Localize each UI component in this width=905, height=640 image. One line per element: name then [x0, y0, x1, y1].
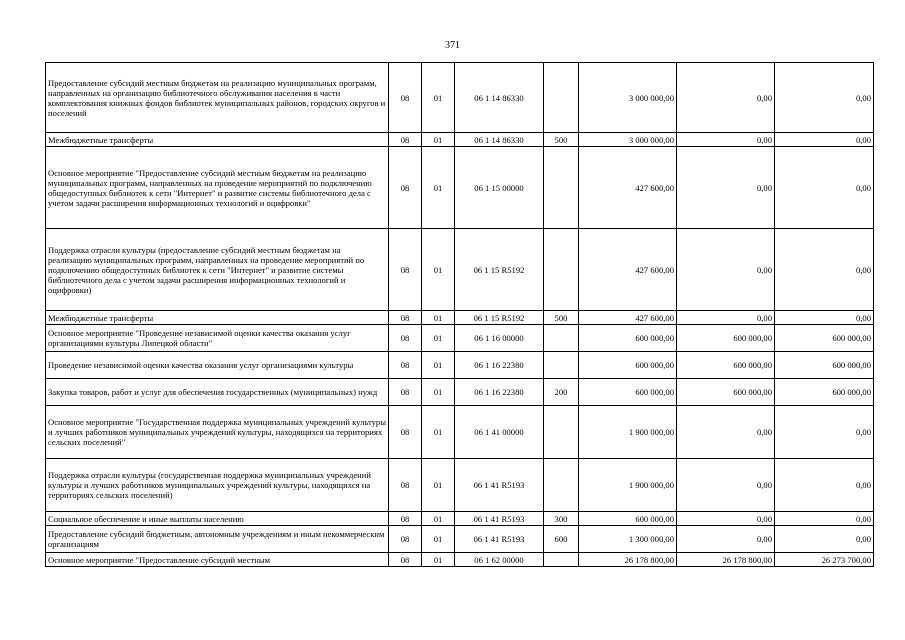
- amount-year-3-cell: 0,00: [775, 459, 874, 512]
- table-row: [46, 229, 874, 311]
- row-name-cell: Межбюджетные трансферты: [46, 311, 389, 325]
- target-article-cell: 06 1 16 00000: [455, 325, 544, 352]
- table-row: [46, 147, 874, 229]
- expense-type-cell: [544, 553, 579, 567]
- amount-year-3-cell: 26 273 700,00: [775, 553, 874, 567]
- row-name-cell: Основное мероприятие "Предоставление субсидий местным бюджетам на реализацию муниципальных программ, направленных на проведение мероприятий по подключению общедоступных библиотек к сети "Интернет" и развитие системы библиотечного дела с учетом задачи расширения информационных технологий и оцифровки": [46, 147, 389, 229]
- amount-year-2-cell: 0,00: [677, 459, 775, 512]
- subsection-code-cell: 01: [422, 459, 455, 512]
- subsection-code-cell: 01: [422, 512, 455, 526]
- amount-year-1-cell: 427 600,00: [579, 147, 677, 229]
- expense-type-cell: [544, 147, 579, 229]
- subsection-code-cell: 01: [422, 379, 455, 406]
- table-body: [46, 63, 874, 567]
- section-code-cell: 08: [389, 325, 422, 352]
- target-article-cell: 06 1 41 R5193: [455, 512, 544, 526]
- amount-year-1-cell: 600 000,00: [579, 325, 677, 352]
- subsection-code-cell: 01: [422, 133, 455, 147]
- amount-year-1-cell: 427 600,00: [579, 229, 677, 311]
- subsection-code-cell: 01: [422, 229, 455, 311]
- section-code-cell: 08: [389, 311, 422, 325]
- subsection-code-cell: 01: [422, 147, 455, 229]
- row-name-cell: Поддержка отрасли культуры (предоставление субсидий местным бюджетам на реализацию муниципальных программ, направленных на проведение мероприятий по подключению общедоступных библиотек к сети "Интернет" и развитие системы библиотечного дела с учетом задачи расширения информационных технологий и оцифровки): [46, 229, 389, 311]
- section-code-cell: 08: [389, 406, 422, 459]
- row-name-cell: Поддержка отрасли культуры (государственная поддержка муниципальных учреждений культуры и лучших работников муниципальных учреждений культуры, находящихся на территориях сельских поселений): [46, 459, 389, 512]
- amount-year-2-cell: 600 000,00: [677, 379, 775, 406]
- amount-year-3-cell: 0,00: [775, 63, 874, 133]
- target-article-cell: 06 1 16 22380: [455, 379, 544, 406]
- amount-year-1-cell: 427 600,00: [579, 311, 677, 325]
- subsection-code-cell: 01: [422, 63, 455, 133]
- row-name-cell: Социальное обеспечение и иные выплаты населению: [46, 512, 389, 526]
- expense-type-cell: 500: [544, 311, 579, 325]
- row-name-cell: Межбюджетные трансферты: [46, 133, 389, 147]
- target-article-cell: 06 1 15 R5192: [455, 311, 544, 325]
- amount-year-2-cell: 0,00: [677, 63, 775, 133]
- amount-year-2-cell: 0,00: [677, 526, 775, 553]
- target-article-cell: 06 1 14 86330: [455, 63, 544, 133]
- target-article-cell: 06 1 16 22380: [455, 352, 544, 379]
- row-name-cell: Основное мероприятие "Предоставление субсидий местным: [46, 553, 389, 567]
- section-code-cell: 08: [389, 526, 422, 553]
- expense-type-cell: [544, 325, 579, 352]
- amount-year-2-cell: 0,00: [677, 147, 775, 229]
- amount-year-3-cell: 600 000,00: [775, 352, 874, 379]
- table-row: [46, 352, 874, 379]
- subsection-code-cell: 01: [422, 311, 455, 325]
- amount-year-1-cell: 3 000 000,00: [579, 133, 677, 147]
- section-code-cell: 08: [389, 512, 422, 526]
- section-code-cell: 08: [389, 553, 422, 567]
- row-name-cell: Закупка товаров, работ и услуг для обеспечения государственных (муниципальных) нужд: [46, 379, 389, 406]
- subsection-code-cell: 01: [422, 406, 455, 459]
- amount-year-2-cell: 0,00: [677, 406, 775, 459]
- row-name-cell: Предоставление субсидий бюджетным, автономным учреждениям и иным некоммерческим организациям: [46, 526, 389, 553]
- amount-year-3-cell: 600 000,00: [775, 379, 874, 406]
- expense-type-cell: 300: [544, 512, 579, 526]
- amount-year-1-cell: 3 000 000,00: [579, 63, 677, 133]
- amount-year-3-cell: 0,00: [775, 133, 874, 147]
- subsection-code-cell: 01: [422, 553, 455, 567]
- table-row: [46, 512, 874, 526]
- section-code-cell: 08: [389, 229, 422, 311]
- page-number: 371: [445, 40, 460, 51]
- target-article-cell: 06 1 41 R5193: [455, 459, 544, 512]
- expense-type-cell: [544, 229, 579, 311]
- expense-type-cell: 500: [544, 133, 579, 147]
- target-article-cell: 06 1 15 00000: [455, 147, 544, 229]
- section-code-cell: 08: [389, 352, 422, 379]
- section-code-cell: 08: [389, 133, 422, 147]
- expense-type-cell: 200: [544, 379, 579, 406]
- expense-type-cell: [544, 63, 579, 133]
- table-row: [46, 133, 874, 147]
- amount-year-2-cell: 0,00: [677, 133, 775, 147]
- target-article-cell: 06 1 14 86330: [455, 133, 544, 147]
- amount-year-3-cell: 0,00: [775, 406, 874, 459]
- amount-year-2-cell: 0,00: [677, 512, 775, 526]
- amount-year-3-cell: 0,00: [775, 147, 874, 229]
- amount-year-1-cell: 1 900 000,00: [579, 406, 677, 459]
- target-article-cell: 06 1 15 R5192: [455, 229, 544, 311]
- amount-year-2-cell: 26 178 800,00: [677, 553, 775, 567]
- amount-year-3-cell: 600 000,00: [775, 325, 874, 352]
- amount-year-2-cell: 600 000,00: [677, 325, 775, 352]
- amount-year-1-cell: 600 000,00: [579, 352, 677, 379]
- target-article-cell: 06 1 41 00000: [455, 406, 544, 459]
- table-row: [46, 526, 874, 553]
- section-code-cell: 08: [389, 459, 422, 512]
- table-row: [46, 325, 874, 352]
- budget-table: [45, 62, 874, 567]
- table-row: [46, 63, 874, 133]
- amount-year-2-cell: 0,00: [677, 229, 775, 311]
- amount-year-1-cell: 1 300 000,00: [579, 526, 677, 553]
- table-row: [46, 406, 874, 459]
- section-code-cell: 08: [389, 379, 422, 406]
- subsection-code-cell: 01: [422, 352, 455, 379]
- amount-year-3-cell: 0,00: [775, 229, 874, 311]
- table-row: [46, 311, 874, 325]
- table-row: [46, 379, 874, 406]
- expense-type-cell: 600: [544, 526, 579, 553]
- table-row: [46, 459, 874, 512]
- target-article-cell: 06 1 41 R5193: [455, 526, 544, 553]
- amount-year-1-cell: 600 000,00: [579, 512, 677, 526]
- row-name-cell: Проведение независимой оценки качества оказания услуг организациями культуры: [46, 352, 389, 379]
- amount-year-2-cell: 0,00: [677, 311, 775, 325]
- expense-type-cell: [544, 352, 579, 379]
- amount-year-1-cell: 1 900 000,00: [579, 459, 677, 512]
- amount-year-1-cell: 600 000,00: [579, 379, 677, 406]
- amount-year-1-cell: 26 178 800,00: [579, 553, 677, 567]
- subsection-code-cell: 01: [422, 526, 455, 553]
- row-name-cell: Предоставление субсидий местным бюджетам на реализацию муниципальных программ, направленных на организацию библиотечного обслуживания населения в части комплектования книжных фондов библиотек муниципальных районов, городских округов и поселений: [46, 63, 389, 133]
- expense-type-cell: [544, 459, 579, 512]
- expense-type-cell: [544, 406, 579, 459]
- section-code-cell: 08: [389, 147, 422, 229]
- amount-year-3-cell: 0,00: [775, 512, 874, 526]
- target-article-cell: 06 1 62 00000: [455, 553, 544, 567]
- subsection-code-cell: 01: [422, 325, 455, 352]
- row-name-cell: Основное мероприятие "Государственная поддержка муниципальных учреждений культуры и лучших работников муниципальных учреждений культуры, находящихся на территориях сельских поселений": [46, 406, 389, 459]
- amount-year-3-cell: 0,00: [775, 526, 874, 553]
- row-name-cell: Основное мероприятие "Проведение независимой оценки качества оказания услуг организациями культуры Липецкой области": [46, 325, 389, 352]
- amount-year-2-cell: 600 000,00: [677, 352, 775, 379]
- section-code-cell: 08: [389, 63, 422, 133]
- amount-year-3-cell: 0,00: [775, 311, 874, 325]
- table-row: [46, 553, 874, 567]
